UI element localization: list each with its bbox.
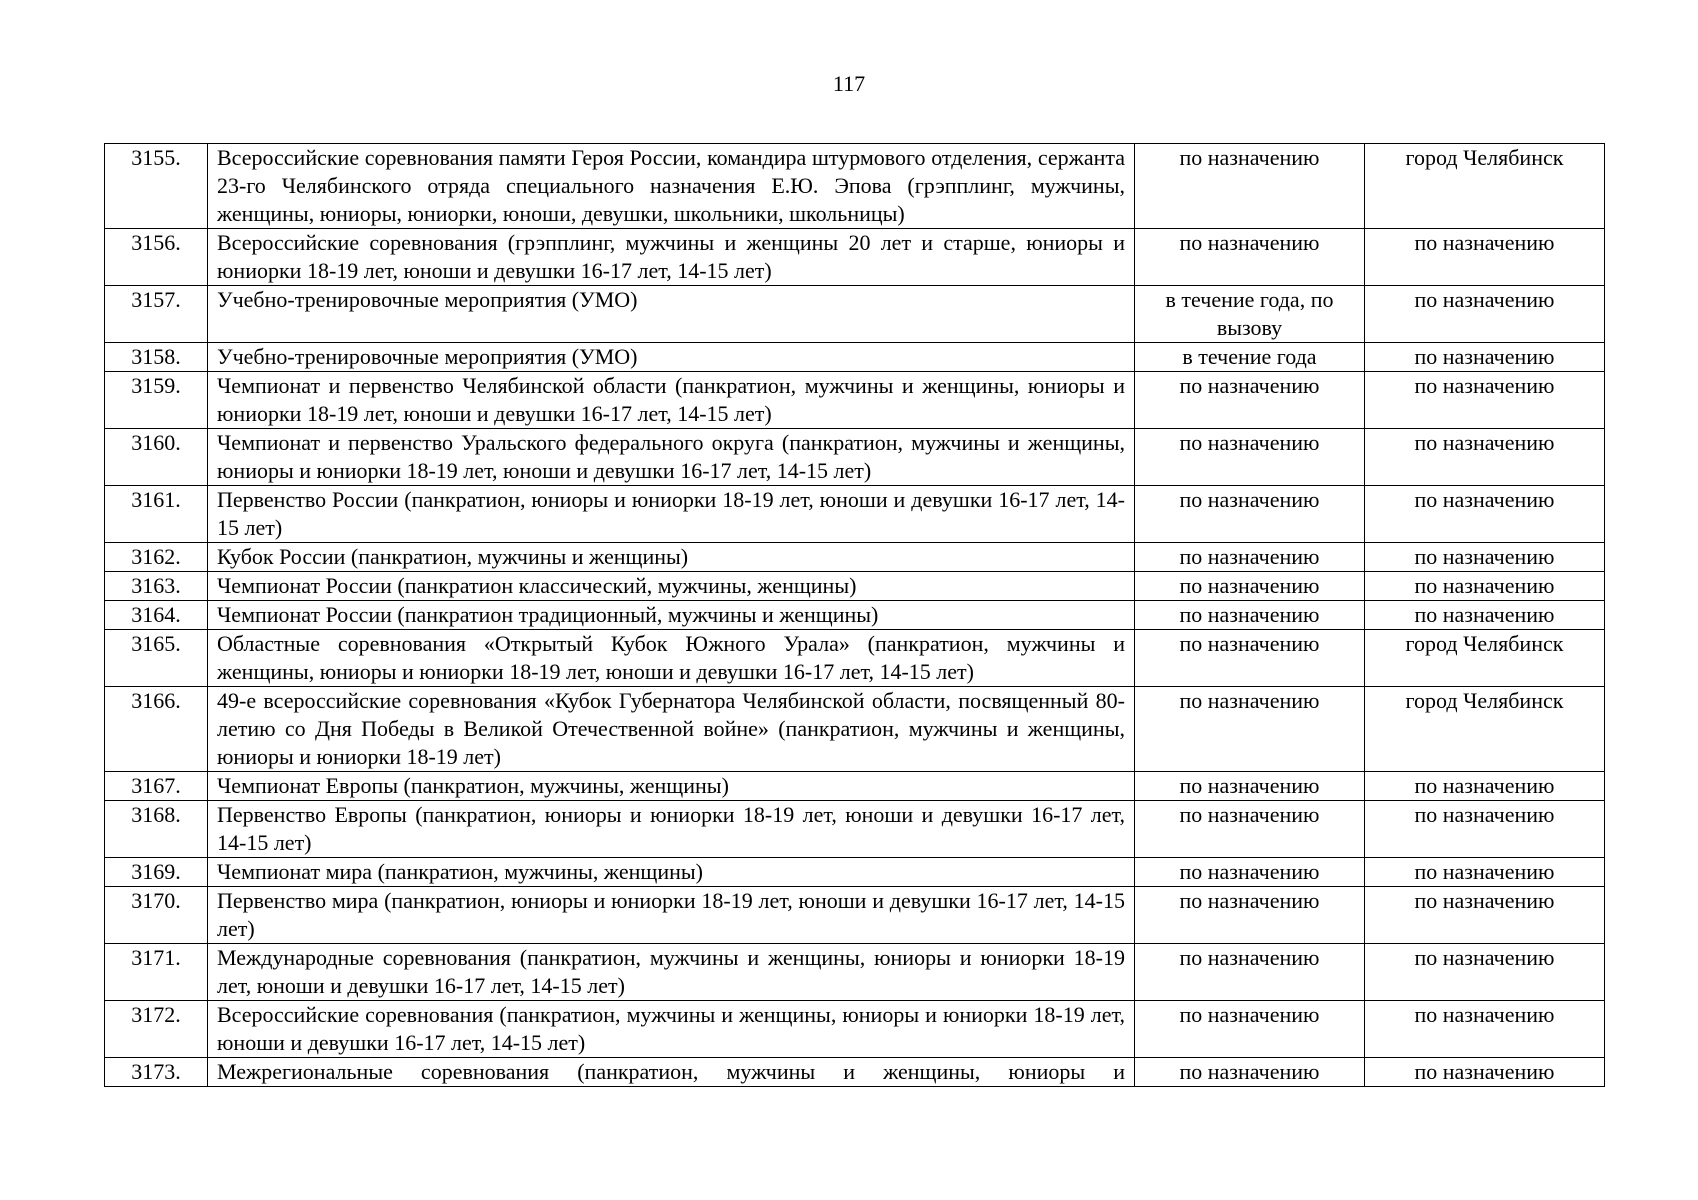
event-name: Областные соревнования «Открытый Кубок Южного Урала» (панкратион, мужчины и женщины, юниоры и юниорки 18-19 лет, юноши и девушки 16-17 лет, 14-15 лет) (208, 630, 1135, 687)
event-name: Чемпионат России (панкратион классический, мужчины, женщины) (208, 572, 1135, 601)
row-number: 3168. (105, 801, 208, 858)
table-row (105, 944, 1605, 1001)
table-row (105, 687, 1605, 772)
event-place: по назначению (1365, 343, 1605, 372)
event-place: по назначению (1365, 1001, 1605, 1058)
event-date: по назначению (1135, 144, 1365, 229)
event-place: город Челябинск (1365, 144, 1605, 229)
event-place: по назначению (1365, 572, 1605, 601)
row-number: 3173. (105, 1058, 208, 1087)
event-date: по назначению (1135, 543, 1365, 572)
row-number: 3155. (105, 144, 208, 229)
event-name: Первенство Европы (панкратион, юниоры и юниорки 18-19 лет, юноши и девушки 16-17 лет, 14-15 лет) (208, 801, 1135, 858)
event-place: по назначению (1365, 543, 1605, 572)
event-name: Чемпионат Европы (панкратион, мужчины, женщины) (208, 772, 1135, 801)
row-number: 3157. (105, 286, 208, 343)
event-date: по назначению (1135, 229, 1365, 286)
table-row (105, 343, 1605, 372)
row-number: 3170. (105, 887, 208, 944)
table-row (105, 429, 1605, 486)
event-place: по назначению (1365, 944, 1605, 1001)
row-number: 3172. (105, 1001, 208, 1058)
event-name: Всероссийские соревнования (панкратион, мужчины и женщины, юниоры и юниорки 18-19 лет, юноши и девушки 16-17 лет, 14-15 лет) (208, 1001, 1135, 1058)
event-date: по назначению (1135, 1058, 1365, 1087)
table-row (105, 801, 1605, 858)
event-date: по назначению (1135, 601, 1365, 630)
event-place: город Челябинск (1365, 630, 1605, 687)
event-place: по назначению (1365, 1058, 1605, 1087)
event-place: по назначению (1365, 429, 1605, 486)
event-place: по назначению (1365, 286, 1605, 343)
event-name: Кубок России (панкратион, мужчины и женщины) (208, 543, 1135, 572)
table-row (105, 1058, 1605, 1087)
row-number: 3164. (105, 601, 208, 630)
event-date: в течение года (1135, 343, 1365, 372)
event-date: по назначению (1135, 944, 1365, 1001)
event-name: 49-е всероссийские соревнования «Кубок Губернатора Челябинской области, посвященный 80-летию со Дня Победы в Великой Отечественной войне» (панкратион, мужчины и женщины, юниоры и юниорки 18-19 лет) (208, 687, 1135, 772)
event-place: по назначению (1365, 772, 1605, 801)
event-date: по назначению (1135, 801, 1365, 858)
table-row (105, 372, 1605, 429)
event-date: по назначению (1135, 429, 1365, 486)
row-number: 3158. (105, 343, 208, 372)
row-number: 3166. (105, 687, 208, 772)
row-number: 3161. (105, 486, 208, 543)
event-place: по назначению (1365, 858, 1605, 887)
row-number: 3162. (105, 543, 208, 572)
event-name: Учебно-тренировочные мероприятия (УМО) (208, 343, 1135, 372)
table-row (105, 543, 1605, 572)
event-date: в течение года, по вызову (1135, 286, 1365, 343)
event-place: по назначению (1365, 801, 1605, 858)
table-row (105, 144, 1605, 229)
table-row (105, 630, 1605, 687)
table-row (105, 858, 1605, 887)
event-name-text: Межрегиональные соревнования (панкратион, мужчины и женщины, юниоры и (217, 1059, 1125, 1084)
row-number: 3169. (105, 858, 208, 887)
event-date: по назначению (1135, 687, 1365, 772)
event-place: по назначению (1365, 372, 1605, 429)
event-name: Международные соревнования (панкратион, мужчины и женщины, юниоры и юниорки 18-19 лет, юноши и девушки 16-17 лет, 14-15 лет) (208, 944, 1135, 1001)
page-number: 117 (832, 71, 866, 96)
table-row (105, 601, 1605, 630)
event-date: по назначению (1135, 486, 1365, 543)
event-date: по назначению (1135, 1001, 1365, 1058)
event-date: по назначению (1135, 858, 1365, 887)
event-name: Чемпионат России (панкратион традиционный, мужчины и женщины) (208, 601, 1135, 630)
table-row (105, 887, 1605, 944)
table-row (105, 772, 1605, 801)
row-number: 3167. (105, 772, 208, 801)
row-number: 3171. (105, 944, 208, 1001)
event-name: Чемпионат и первенство Уральского федерального округа (панкратион, мужчины и женщины, юниоры и юниорки 18-19 лет, юноши и девушки 16-17 лет, 14-15 лет) (208, 429, 1135, 486)
event-place: город Челябинск (1365, 687, 1605, 772)
event-name (208, 1058, 1135, 1087)
event-date: по назначению (1135, 572, 1365, 601)
event-date: по назначению (1135, 772, 1365, 801)
event-name: Чемпионат мира (панкратион, мужчины, женщины) (208, 858, 1135, 887)
row-number: 3159. (105, 372, 208, 429)
table-row (105, 1001, 1605, 1058)
event-place: по назначению (1365, 601, 1605, 630)
event-name: Учебно-тренировочные мероприятия (УМО) (208, 286, 1135, 343)
event-name: Первенство России (панкратион, юниоры и юниорки 18-19 лет, юноши и девушки 16-17 лет, 14-15 лет) (208, 486, 1135, 543)
row-number: 3156. (105, 229, 208, 286)
event-place: по назначению (1365, 229, 1605, 286)
event-name: Всероссийские соревнования (грэпплинг, мужчины и женщины 20 лет и старше, юниоры и юниорки 18-19 лет, юноши и девушки 16-17 лет, 14-15 лет) (208, 229, 1135, 286)
table-row (105, 572, 1605, 601)
event-date: по назначению (1135, 887, 1365, 944)
event-date: по назначению (1135, 630, 1365, 687)
event-date: по назначению (1135, 372, 1365, 429)
table-row (105, 229, 1605, 286)
event-name: Всероссийские соревнования памяти Героя России, командира штурмового отделения, сержанта 23-го Челябинского отряда специального назначения Е.Ю. Эпова (грэпплинг, мужчины, женщины, юниоры, юниорки, юноши, девушки, школьники, школьницы) (208, 144, 1135, 229)
event-place: по назначению (1365, 486, 1605, 543)
row-number: 3160. (105, 429, 208, 486)
event-name: Первенство мира (панкратион, юниоры и юниорки 18-19 лет, юноши и девушки 16-17 лет, 14-15 лет) (208, 887, 1135, 944)
event-place: по назначению (1365, 887, 1605, 944)
table-row (105, 486, 1605, 543)
row-number: 3163. (105, 572, 208, 601)
row-number: 3165. (105, 630, 208, 687)
event-name: Чемпионат и первенство Челябинской области (панкратион, мужчины и женщины, юниоры и юниорки 18-19 лет, юноши и девушки 16-17 лет, 14-15 лет) (208, 372, 1135, 429)
events-table (104, 143, 1605, 1087)
table-row (105, 286, 1605, 343)
